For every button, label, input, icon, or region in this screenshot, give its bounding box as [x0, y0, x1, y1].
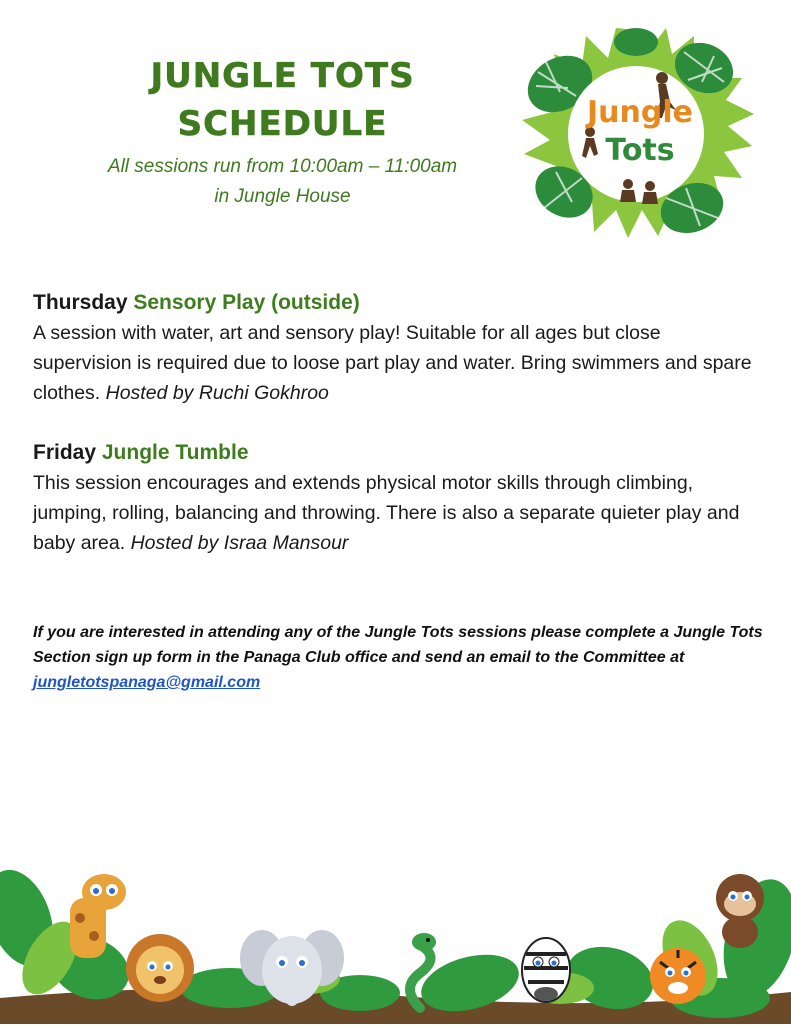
session-host: Hosted by Israa Mansour [130, 532, 349, 554]
page-title [60, 52, 505, 148]
title-line-2: SCHEDULE [177, 104, 388, 144]
title-line-1: JUNGLE TOTS [150, 56, 415, 96]
subtitle-line-2: in Jungle House [214, 186, 351, 207]
giraffe-icon [70, 874, 126, 958]
session-host: Hosted by Ruchi Gokhroo [105, 382, 329, 404]
session-description-text: A session with water, art and sensory play! Suitable for all ages but close supervision is required due to loose part play and water. Bring swimmers and spare clothes. [33, 322, 752, 404]
page-subtitle [60, 152, 505, 212]
session-thursday [33, 288, 763, 408]
logo-word-1: Jungle [587, 95, 693, 130]
notice-text: If you are interested in attending any of the Jungle Tots sessions please complete a Jungle Tots Section sign up form in the Panaga Club office and send an email to the Committee at [33, 624, 763, 666]
session-friday [33, 438, 763, 558]
monkey-icon [716, 874, 764, 948]
zebra-icon [522, 938, 570, 1002]
logo-wreath-graphic [516, 22, 756, 244]
footer-illustration [0, 858, 791, 1024]
session-day: Thursday [33, 291, 128, 314]
jungle-animals-footer [0, 858, 791, 1024]
sign-up-notice [33, 620, 763, 695]
session-description [33, 318, 763, 408]
header [60, 40, 505, 212]
session-heading [33, 288, 763, 318]
logo-word-2: Tots [605, 133, 675, 168]
session-name: Sensory Play (outside) [133, 291, 360, 314]
session-heading [33, 438, 763, 468]
session-description-text: This session encourages and extends physical motor skills through climbing, jumping, rolling, balancing and throwing. There is also a separate quieter play and baby area. [33, 472, 740, 554]
jungle-tots-logo [516, 22, 756, 244]
tiger-icon [650, 948, 706, 1004]
lion-icon [126, 934, 194, 1002]
session-name: Jungle Tumble [101, 441, 249, 464]
subtitle-line-1: All sessions run from 10:00am – 11:00am [107, 156, 458, 177]
session-description [33, 468, 763, 558]
session-day: Friday [33, 441, 97, 464]
email-link[interactable]: jungletotspanaga@gmail.com [33, 674, 261, 691]
